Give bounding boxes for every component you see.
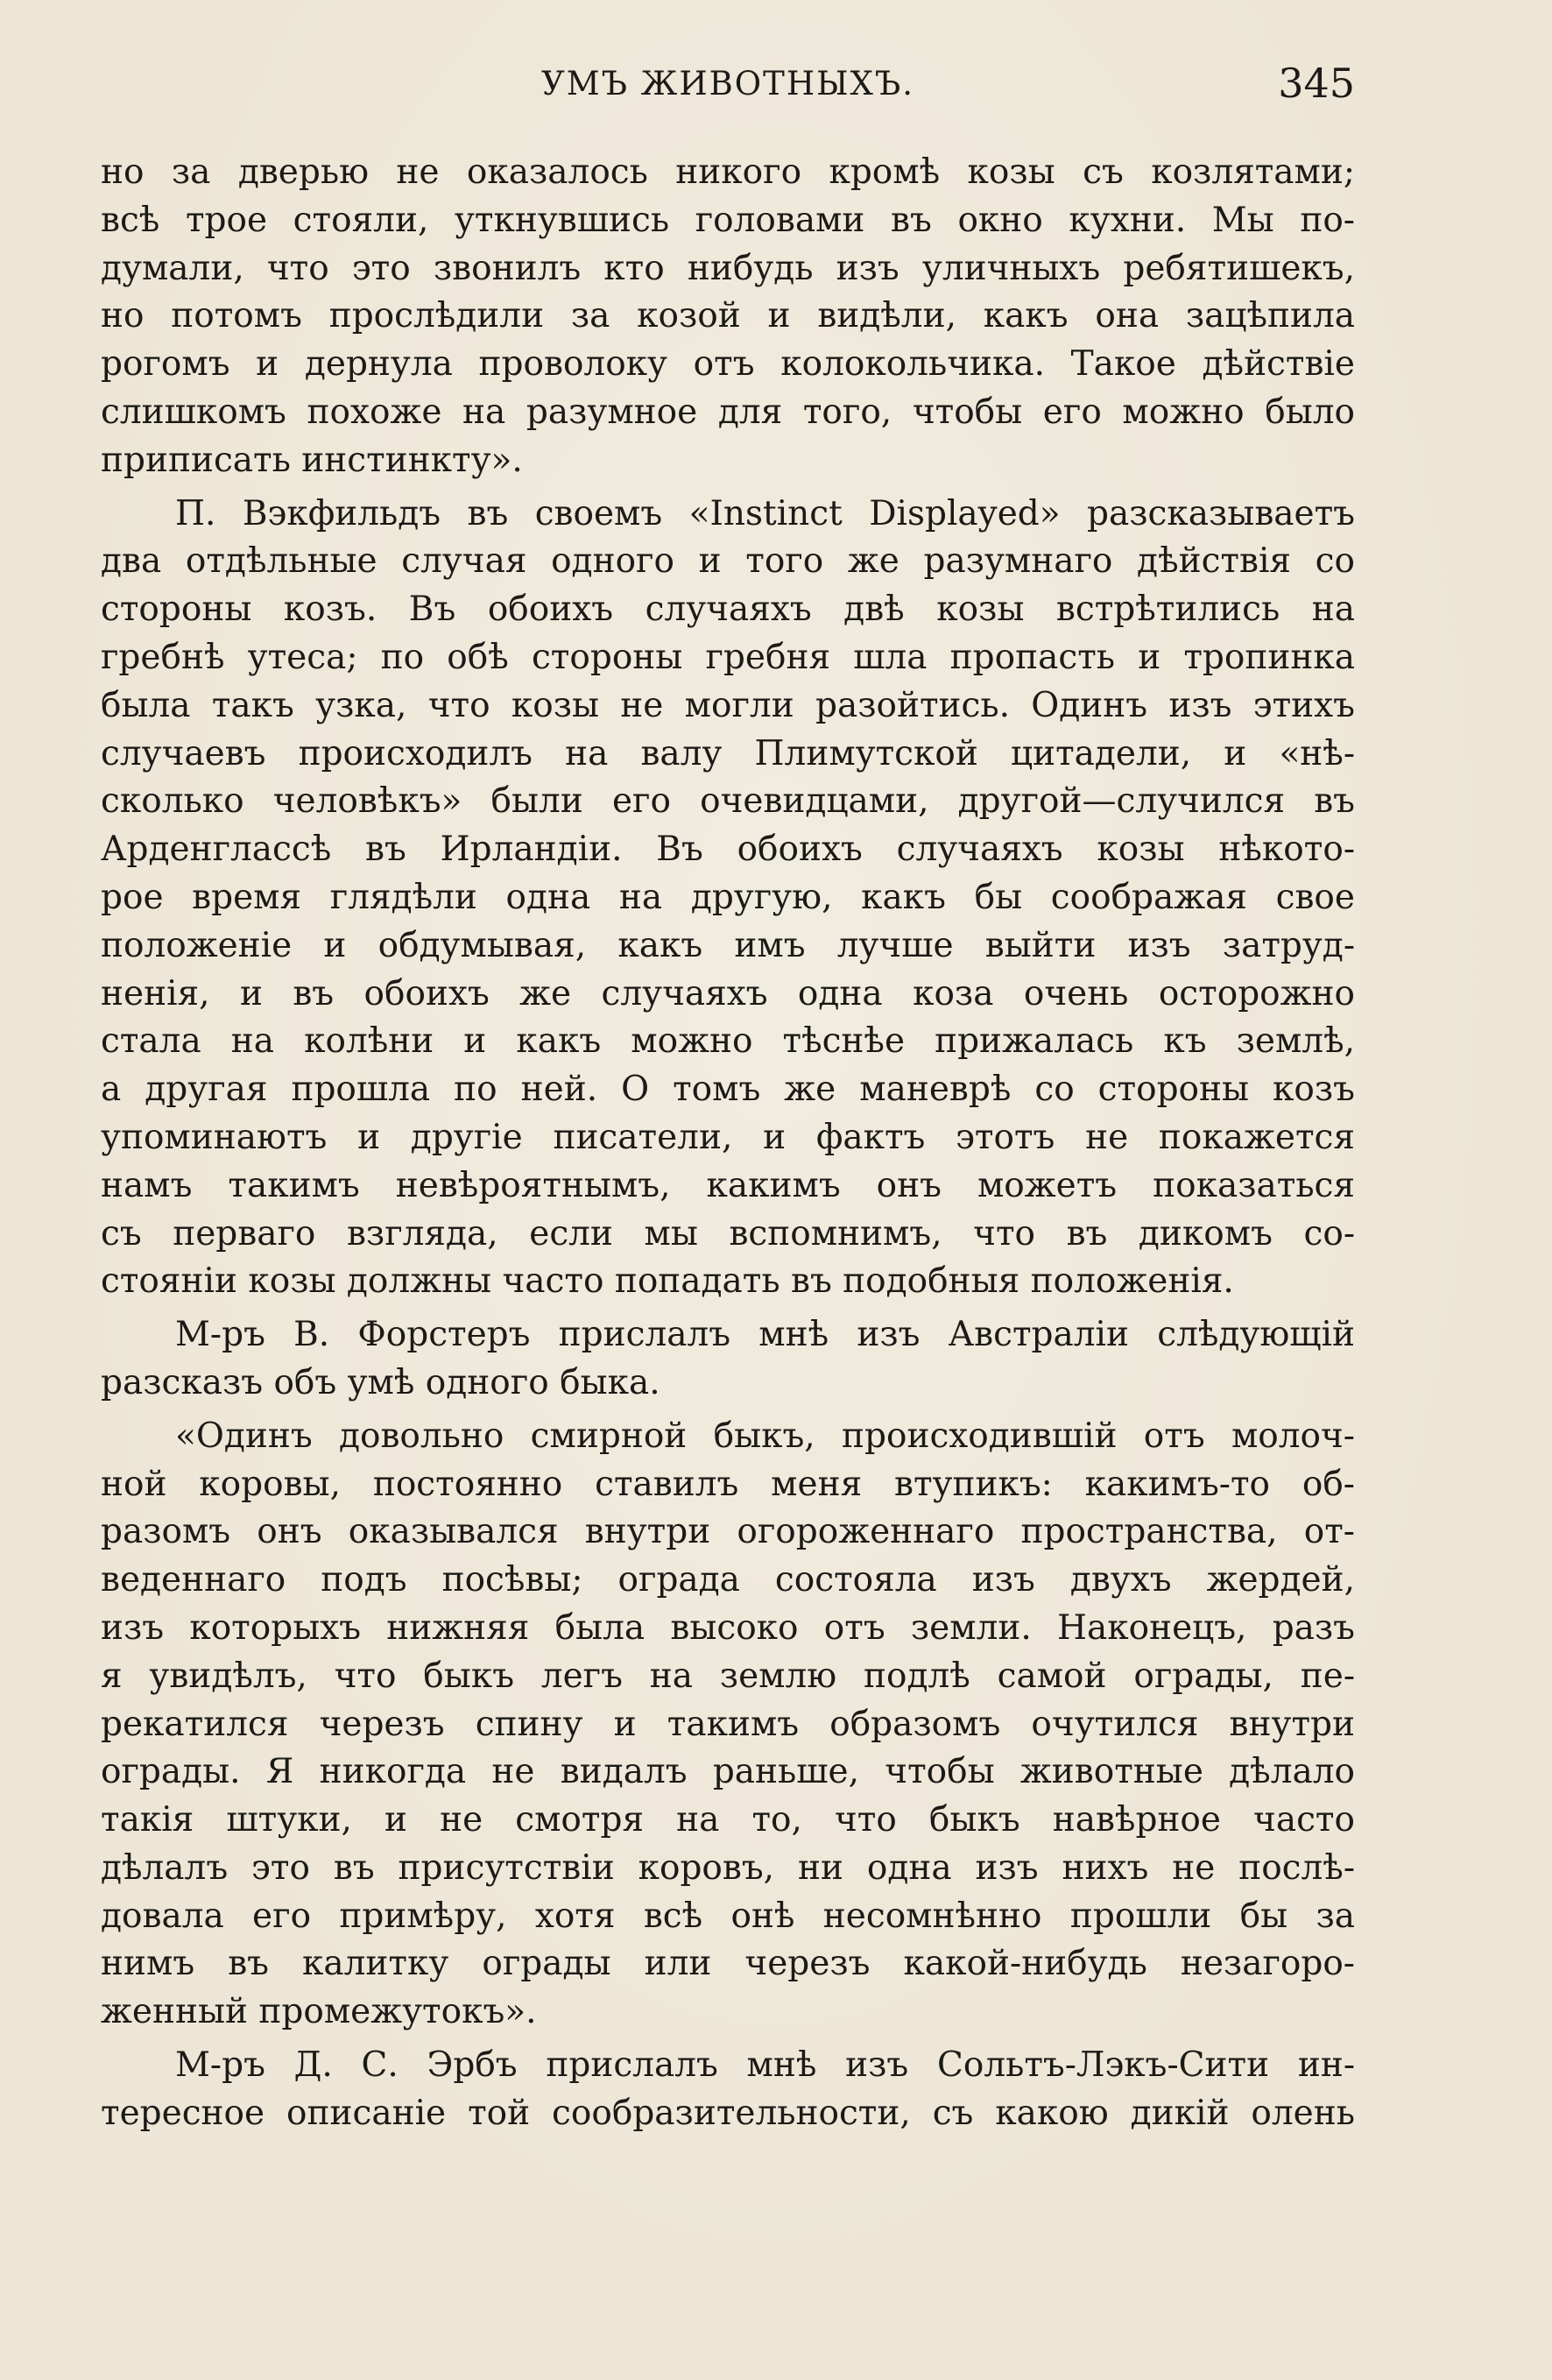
text-line: думали, что это звонилъ кто нибудь изъ уличныхъ ребятишекъ, xyxy=(101,248,1355,288)
text-line: М-ръ Д. С. Эрбъ прислалъ мнѣ изъ Сольтъ-Лэкъ-Сити ин- xyxy=(175,2045,1355,2086)
text-line: положеніе и обдумывая, какъ имъ лучше выйти изъ затруд- xyxy=(101,925,1355,965)
text-line: рое время глядѣли одна на другую, какъ бы соображая свое xyxy=(101,877,1355,917)
text-line: ной коровы, постоянно ставилъ меня втупикъ: какимъ-то об- xyxy=(101,1464,1355,1504)
paragraph xyxy=(101,1413,1355,2037)
running-title: УМЪ ЖИВОТНЫХЪ. xyxy=(541,65,914,102)
paragraph xyxy=(101,2042,1355,2138)
text-line: стояніи козы должны часто попадать въ подобныя положенія. xyxy=(101,1261,1234,1302)
text-line: рекатился черезъ спину и такимъ образомъ очутился внутри xyxy=(101,1704,1355,1744)
text-line: приписать инстинкту». xyxy=(101,440,523,480)
text-line: гребнѣ утеса; по обѣ стороны гребня шла пропасть и тропинка xyxy=(101,637,1355,677)
paragraph xyxy=(101,149,1355,485)
text-line: съ перваго взгляда, если мы вспомнимъ, что въ дикомъ со- xyxy=(101,1213,1355,1254)
text-line: тересное описаніе той сообразительности, съ какою дикій олень xyxy=(101,2093,1355,2133)
paragraph xyxy=(101,1311,1355,1408)
text-line: довала его примѣру, хотя всѣ онѣ несомнѣнно прошли бы за xyxy=(101,1896,1355,1936)
text-line: Арденглассѣ въ Ирландіи. Въ обоихъ случаяхъ козы нѣкото- xyxy=(101,830,1355,870)
text-line: рогомъ и дернула проволоку отъ колокольчика. Такое дѣйствіе xyxy=(101,344,1355,385)
text-line: стороны козъ. Въ обоихъ случаяхъ двѣ козы встрѣтились на xyxy=(101,590,1355,630)
text-line: такія штуки, и не смотря на то, что быкъ навѣрное часто xyxy=(101,1800,1355,1840)
text-line: я увидѣлъ, что быкъ легъ на землю подлѣ самой ограды, пе- xyxy=(101,1656,1355,1696)
text-line: ненія, и въ обоихъ же случаяхъ одна коза очень осторожно xyxy=(101,973,1355,1013)
text-line: разсказъ объ умѣ одного быка. xyxy=(101,1362,660,1402)
text-line: М-ръ В. Форстеръ прислалъ мнѣ изъ Австраліи слѣдующій xyxy=(175,1315,1355,1355)
text-line: а другая прошла по ней. О томъ же маневрѣ со стороны козъ xyxy=(101,1070,1355,1110)
body-text xyxy=(101,149,1355,2138)
page-header xyxy=(101,60,1355,112)
page-number: 345 xyxy=(1278,60,1355,107)
text-line: стала на колѣни и какъ можно тѣснѣе прижалась къ землѣ, xyxy=(101,1021,1355,1062)
text-line: «Одинъ довольно смирной быкъ, происходившій отъ молоч- xyxy=(175,1416,1355,1456)
text-line: веденнаго подъ посѣвы; ограда состояла изъ двухъ жердей, xyxy=(101,1560,1355,1600)
text-line: изъ которыхъ нижняя была высоко отъ земли. Наконецъ, разъ xyxy=(101,1607,1355,1648)
text-line: П. Вэкфильдъ въ своемъ «Instinct Displayed» разсказываетъ xyxy=(175,493,1355,533)
text-line: сколько человѣкъ» были его очевидцами, другой—случился въ xyxy=(101,781,1355,822)
text-line: всѣ трое стояли, уткнувшись головами въ окно кухни. Мы по- xyxy=(101,200,1355,240)
text-line: дѣлалъ это въ присутствіи коровъ, ни одна изъ нихъ не послѣ- xyxy=(101,1847,1355,1888)
text-line: ограды. Я никогда не видалъ раньше, чтобы животные дѣлало xyxy=(101,1752,1355,1792)
text-line: была такъ узка, что козы не могли разойтись. Одинъ изъ этихъ xyxy=(101,685,1355,725)
paragraph xyxy=(101,491,1355,1307)
text-line: но за дверью не оказалось никого кромѣ козы съ козлятами; xyxy=(101,152,1355,192)
text-line: случаевъ происходилъ на валу Плимутской цитадели, и «нѣ- xyxy=(101,733,1355,773)
text-line: два отдѣльные случая одного и того же разумнаго дѣйствія со xyxy=(101,541,1355,582)
text-line: слишкомъ похоже на разумное для того, чтобы его можно было xyxy=(101,392,1355,432)
text-line: нимъ въ калитку ограды или черезъ какой-нибудь незагоро- xyxy=(101,1944,1355,1984)
text-line: намъ такимъ невѣроятнымъ, какимъ онъ можетъ показаться xyxy=(101,1165,1355,1205)
text-line: упоминаютъ и другіе писатели, и фактъ этотъ не покажется xyxy=(101,1117,1355,1157)
text-line: разомъ онъ оказывался внутри огороженнаго пространства, от- xyxy=(101,1512,1355,1552)
text-line: но потомъ прослѣдили за козой и видѣли, какъ она зацѣпила xyxy=(101,296,1355,336)
text-line: женный промежутокъ». xyxy=(101,1992,537,2032)
